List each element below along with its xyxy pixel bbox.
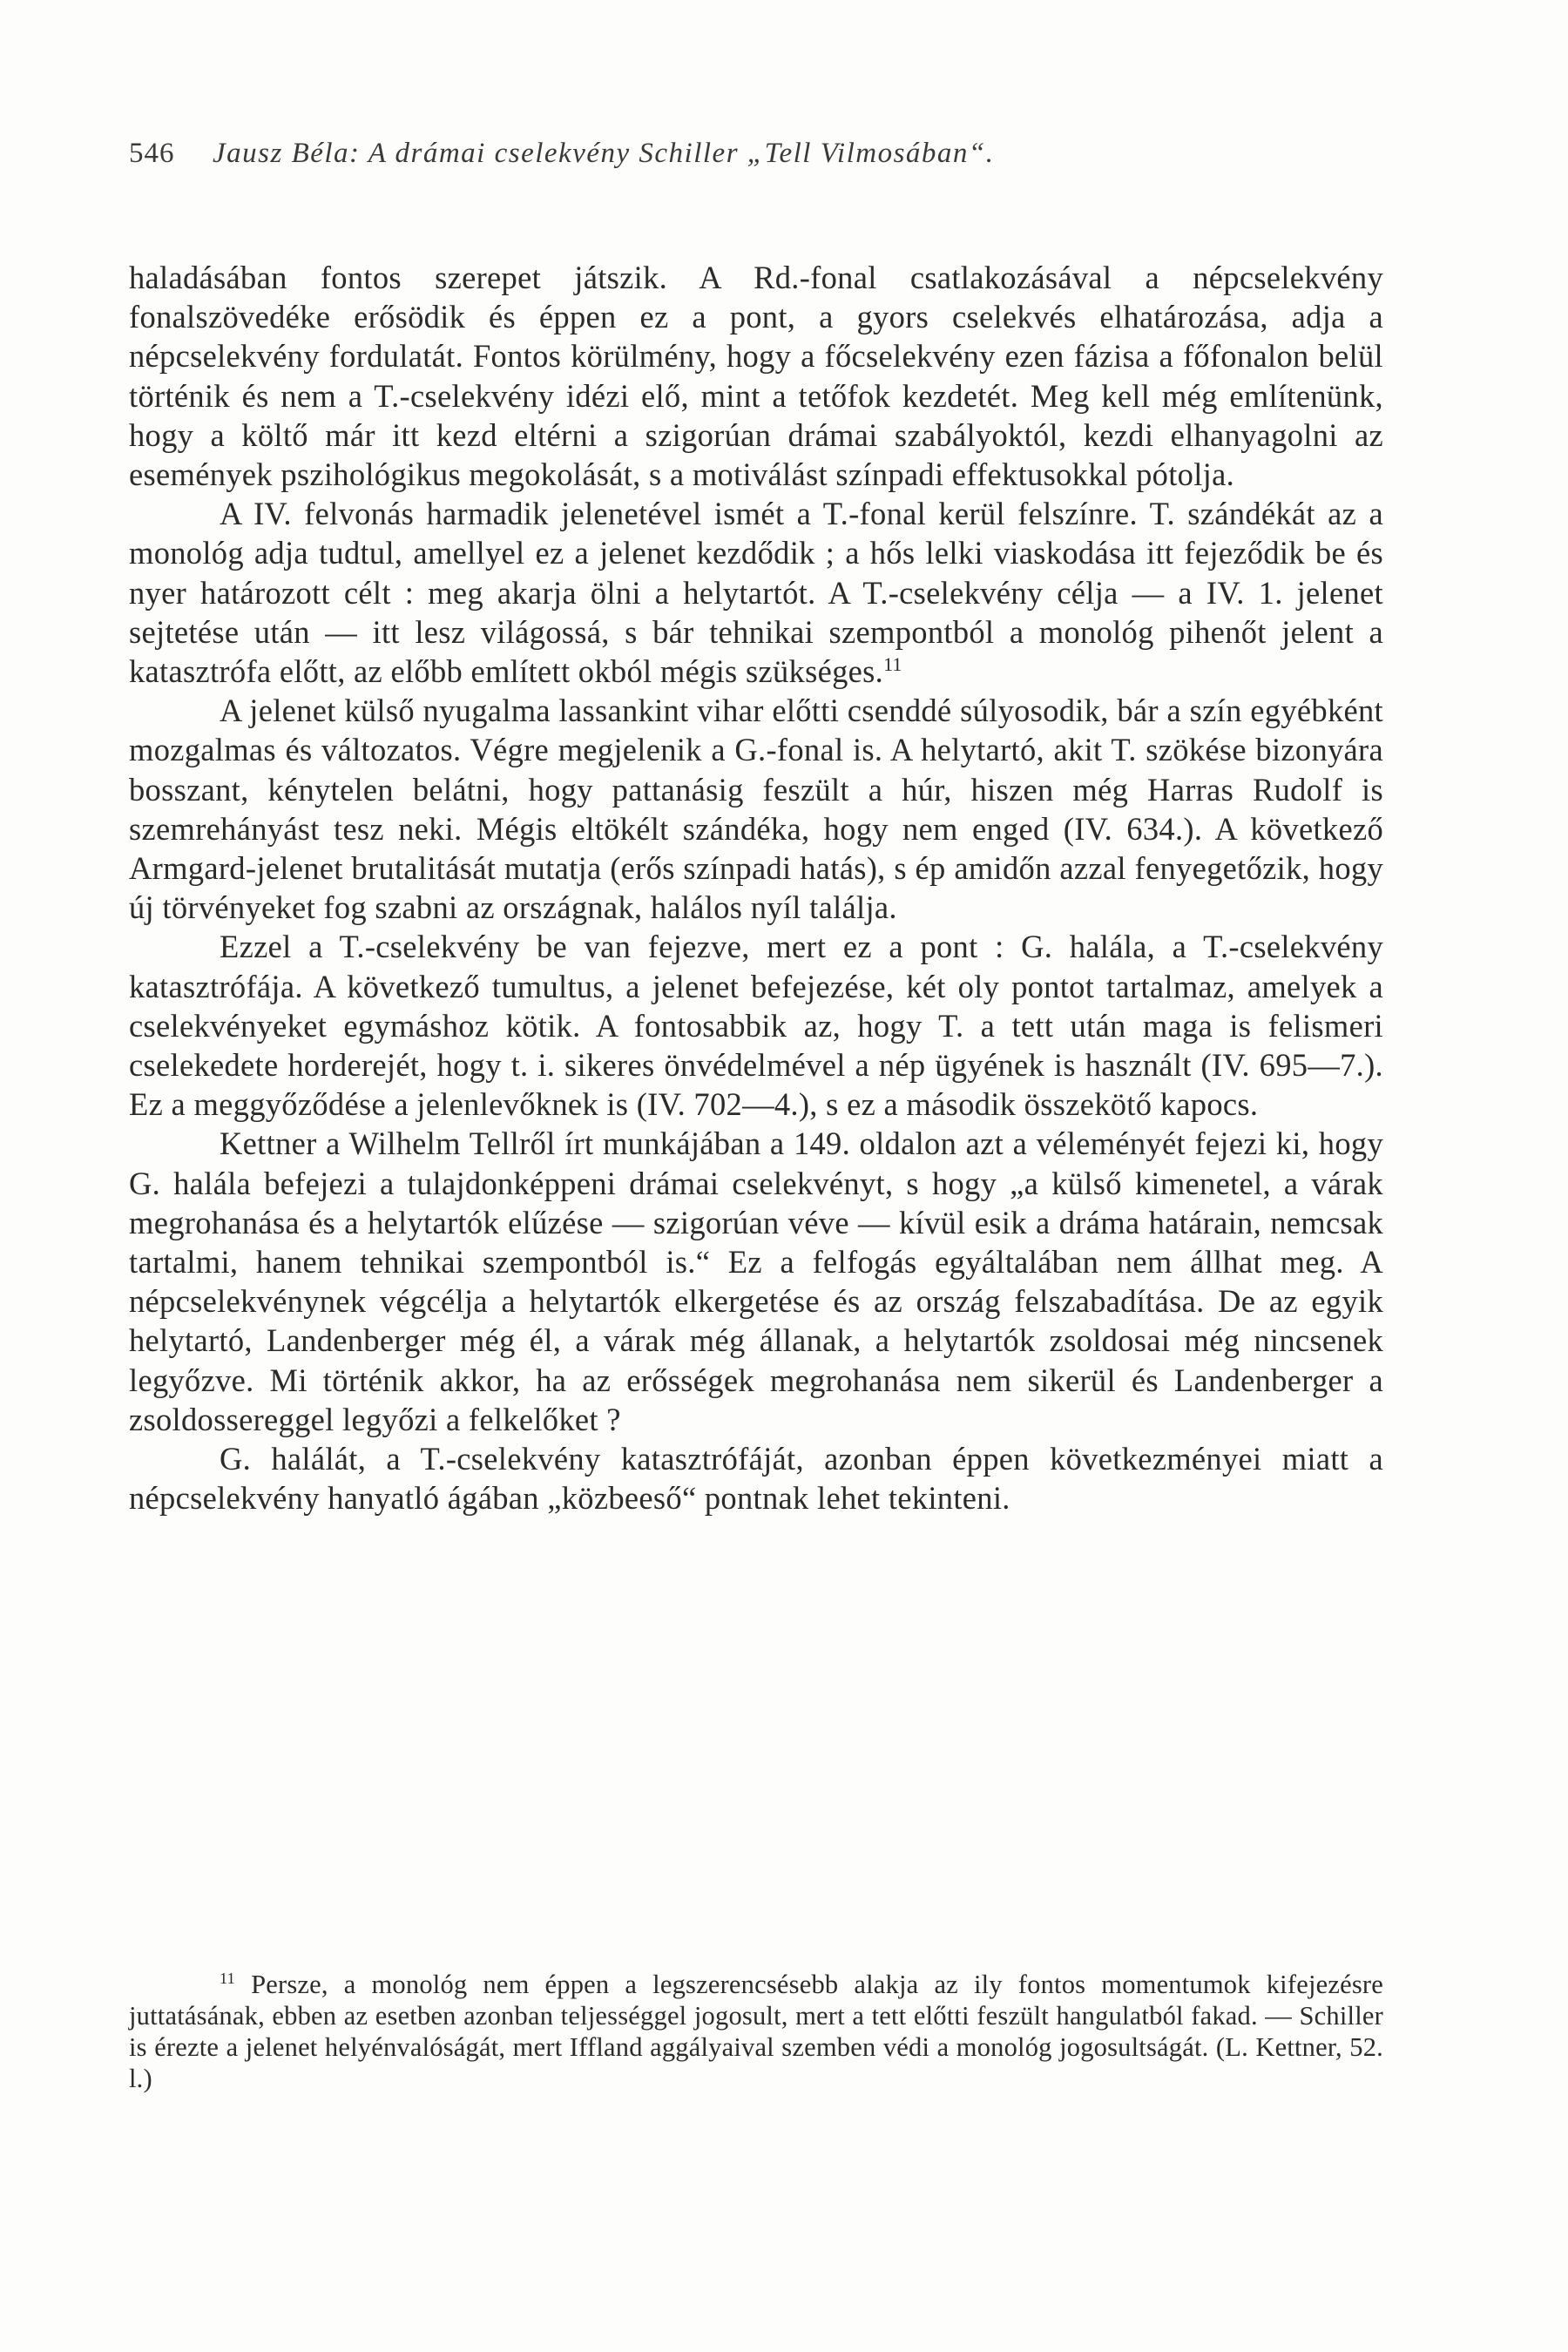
paragraph: Ezzel a T.-cselekvény be van fejezve, mert ez a pont : G. halála, a T.-cselekvény katasztrófája. A következő tumultus, a jelenet befejezése, két oly pontot tartalmaz, amelyek a cselekvényeket egymáshoz kötik. A fontosabbik az, hogy T. a tett után maga is felismeri cselekedete horderejét, hogy t. i. sikeres önvédelmével a nép ügyének is használt (IV. 695—7.). Ez a meggyőződése a jelenlevőknek is (IV. 702—4.), s ez a második összekötő kapocs. <box>129 929 1383 1123</box>
paragraph: G. halálát, a T.-cselekvény katasztrófáját, azonban éppen következményei miatt a népcselekvény hanyatló ágában „közbeeső“ pontnak lehet tekinteni. <box>129 1441 1383 1517</box>
paragraph-text: A IV. felvonás harmadik jelenetével ismét a T.-fonal kerül felszínre. T. szándékát az a monológ adja tudtul, amellyel ez a jelenet kezdődik ; a hős lelki viaskodása itt fejeződik be és nyer határozott célt : meg akarja ölni a helytartót. A T.-cselekvény célja — a IV. 1. jelenet sejtetése után — itt lesz világossá, s bár tehnikai szempontból a monológ pihenőt jelent a katasztrófa előtt, az előbb említett okból mégis szükséges. <box>129 496 1383 690</box>
paragraph <box>129 494 1383 691</box>
footnote <box>129 1969 1383 2094</box>
paragraph: haladásában fontos szerepet játszik. A Rd.-fonal csatlakozásával a népcselekvény fonalszövedéke erősödik és éppen ez a pont, a gyors cselekvés elhatározása, adja a népcselekvény fordulatát. Fontos körülmény, hogy a főcselekvény ezen fázisa a főfonalon belül történik és nem a T.-cselekvény idézi elő, mint a tetőfok kezdetét. Meg kell még említenünk, hogy a költő már itt kezd eltérni a szigorúan drámai szabályoktól, kezdi elhanyagolni az események pszihológikus megokolását, s a motiválást színpadi effektusokkal pótolja. <box>129 260 1383 493</box>
running-title: Jausz Béla: A drámai cselekvény Schiller „Tell Vilmosában“. <box>213 138 995 169</box>
page-number: 546 <box>129 138 175 169</box>
paragraph: Kettner a Wilhelm Tellről írt munkájában a 149. oldalon azt a véleményét fejezi ki, hogy G. halála befejezi a tulajdonképpeni drámai cselekvényt, s hogy „a külső kimenetel, a várak megrohanása és a helytartók elűzése — szigorúan véve — kívül esik a dráma határain, nemcsak tartalmi, hanem tehnikai szempontból is.“ Ez a felfogás egyáltalában nem állhat meg. A népcselekvénynek végcélja a helytartók elkergetése és az ország felszabadítása. De az egyik helytartó, Landenberger még él, a várak még állanak, a helytartók zsoldosai még nincsenek legyőzve. Mi történik akkor, ha az erősségek megrohanása nem sikerül és Landenberger a zsoldossereggel legyőzi a felkelőket ? <box>129 1125 1383 1437</box>
running-head <box>129 136 1436 171</box>
body-text <box>129 258 1383 1518</box>
footnote-ref: 11 <box>883 652 902 675</box>
paragraph: A jelenet külső nyugalma lassankint vihar előtti csenddé súlyosodik, bár a szín egyébként mozgalmas és változatos. Végre megjelenik a G.-fonal is. A helytartó, akit T. szökése bizonyára bosszant, kénytelen belátni, hogy pattanásig feszült a húr, hiszen még Harras Rudolf is szemrehányást tesz neki. Mégis eltökélt szándéka, hogy nem enged (IV. 634.). A következő Armgard-jelenet brutalitását mutatja (erős színpadi hatás), s ép amidőn azzal fenyegetőzik, hogy új törvényeket fog szabni az országnak, halálos nyíl találja. <box>129 693 1383 926</box>
footnote-text: Persze, a monológ nem éppen a legszerencsésebb alakja az ily fontos momentumok kifejezésre juttatásának, ebben az esetben azonban teljességgel jogosult, mert a tett előtti feszült hangulatból fakad. — Schiller is érezte a jelenet helyénvalóságát, mert Iffland aggályaival szemben védi a monológ jogosultságát. (L. Kettner, 52. l.) <box>129 1970 1384 2093</box>
footnote-number: 11 <box>220 1969 236 1987</box>
